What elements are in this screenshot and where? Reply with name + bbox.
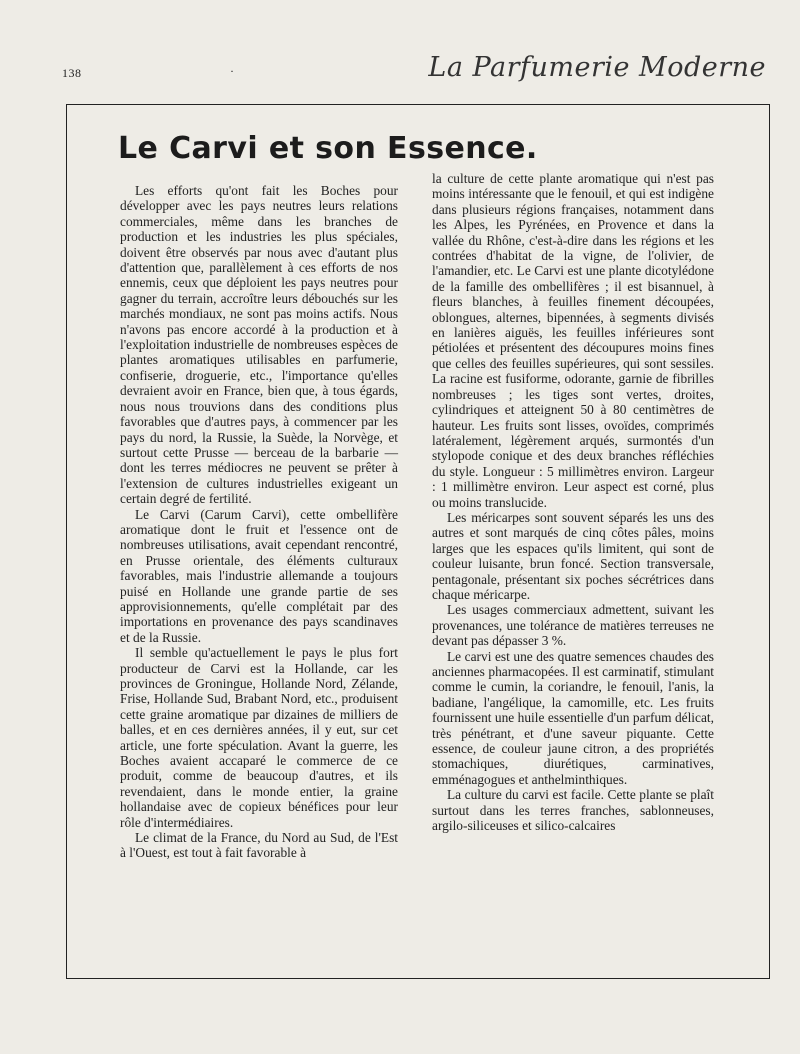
left-paragraph-1: Les efforts qu'ont fait les Boches pour développer avec les pays neutres leurs relations commerciales, même dans les branches de production et les industries les plus spéciales, doivent être observés par nous avec d'autant plus d'attention que, parallèlement à ces efforts de nos ennemis, ceux que déploient les pays neutres pour gagner du terrain, accroître leurs débouchés sur les marchés mondiaux, ne sont pas moins actifs. Nous n'avons pas encore accordé à la production et à l'exploitation industrielle de nombreuses espèces de plantes aromatiques utilisables en parfumerie, confiserie, droguerie, etc., l'importance qu'elles devraient avoir en France, bien que, à tous égards, nous nous trouvions dans des conditions plus favorables que d'autres pays, à commencer par les pays du nord, la Russie, la Suède, la Norvège, et surtout cette Prusse — berceau de la barbarie — dont les terres médiocres ne peuvent se prêter à l'extension de cultures industrielles exigeant un certain degré de fertilité.: [120, 183, 398, 507]
left-paragraph-2: Le Carvi (Carum Carvi), cette ombellifère aromatique dont le fruit et l'essence ont de nombreuses utilisations, avait cependant rencontré, en Prusse orientale, des éléments culturaux favorables, mais l'industrie allemande a toujours puisé en Hollande une grande partie de ses approvisionnements, qu'elle complétait par des importations en provenance des pays scandinaves et de la Russie.: [120, 506, 398, 645]
right-column: [432, 171, 714, 833]
right-paragraph-1: la culture de cette plante aromatique qui n'est pas moins intéressante que le fenouil, et qui est indigène dans plusieurs régions françaises, notamment dans les Alpes, les Pyrénées, en Provence et dans la vallée du Rhône, c'est-à-dire dans les régions et les contrées d'habitat de la vigne, de l'olivier, de l'amandier, etc. Le Carvi est une plante dicotylédone de la famille des ombellifères ; il est bisannuel, à fleurs blanches, à feuilles finement découpées, oblongues, alternes, bipennées, à segments divisés en lanières aiguës, les feuilles inférieures sont pétiolées et présentent des découpures moins fines que celles des feuilles supérieures, qui sont sessiles. La racine est fusiforme, odorante, garnie de fibrilles nombreuses ; les tiges sont vertes, droites, cylindriques et atteignent 50 à 80 centimètres de hauteur. Les fruits sont lisses, ovoïdes, comprimés latéralement, légèrement arqués, surmontés d'un stylopode conique et des deux branches réfléchies du style. Longueur : 5 millimètres environ. Largeur : 1 millimètre environ. Leur aspect est corné, plus ou moins translucide.: [432, 171, 714, 510]
page-number: 138: [62, 66, 82, 80]
left-column: [120, 183, 398, 861]
header-separator-dot: ·: [230, 64, 234, 78]
right-paragraph-5: La culture du carvi est facile. Cette plante se plaît surtout dans les terres franches, sablonneuses, argilo-siliceuses et silico-calcaires: [432, 787, 714, 834]
left-paragraph-4: Le climat de la France, du Nord au Sud, de l'Est à l'Ouest, est tout à fait favorable à: [120, 830, 398, 861]
right-paragraph-4: Le carvi est une des quatre semences chaudes des anciennes pharmacopées. Il est carminatif, stimulant comme le cumin, la coriandre, le fenouil, l'anis, la badiane, l'angélique, la camomille, etc. Les fruits fournissent une huile essentielle d'un parfum délicat, très pénétrant, et d'une saveur piquante. Cette essence, de couleur jaune citron, a des propriétés stomachiques, diurétiques, carminatives, emménagogues et anthelminthiques.: [432, 648, 714, 787]
right-paragraph-2: Les méricarpes sont souvent séparés les uns des autres et sont marqués de cinq côtes pâles, moins larges que les espaces qu'ils limitent, qui sont de couleur luisante, brun foncé. Section transversale, pentagonale, présentant six poches sécrétrices dans chaque méricarpe.: [432, 509, 714, 602]
left-paragraph-3: Il semble qu'actuellement le pays le plus fort producteur de Carvi est la Hollande, car les provinces de Groningue, Hollande Nord, Zélande, Frise, Hollande Sud, Brabant Nord, etc., produisent cette graine aromatique par dizaines de milliers de balles, et en ces dernières années, il y eut, sur cet article, une forte spéculation. Avant la guerre, les Boches avaient accaparé le commerce de ce produit, comme de beaucoup d'autres, et ils revendaient, dans le monde entier, la graine hollandaise avec de copieux bénéfices pour leur rôle d'intermédiaires.: [120, 645, 398, 830]
magazine-title: La Parfumerie Moderne: [428, 52, 766, 83]
article-title: Le Carvi et son Essence.: [118, 131, 538, 166]
right-paragraph-3: Les usages commerciaux admettent, suivant les provenances, une tolérance de matières terreuses ne devant pas dépasser 3 %.: [432, 602, 714, 649]
